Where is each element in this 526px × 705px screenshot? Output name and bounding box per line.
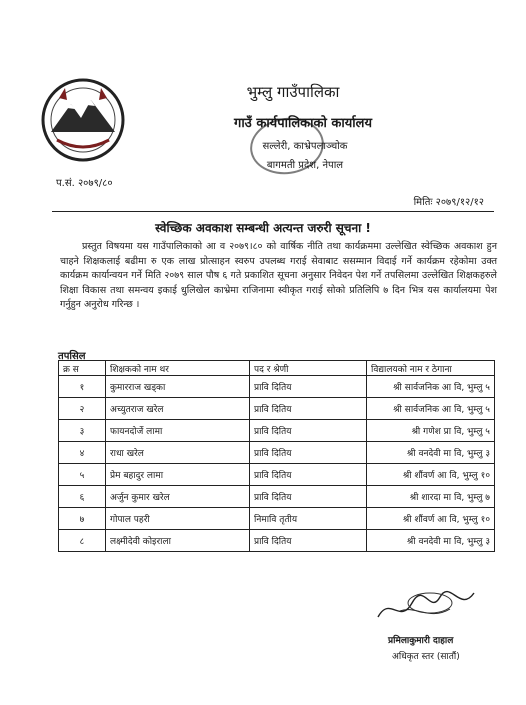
signatory-post: अधिकृत स्तर (सातौं) [392,652,460,662]
cell-school: श्री वनदेवी मा वि, भुम्लु ३ [367,442,495,464]
cell-teacher-name: प्रेम बहादुर लामा [106,464,250,486]
cell-serial: ४ [59,442,106,464]
cell-post: प्रावि दितिय [250,376,367,398]
cell-serial: ३ [59,420,106,442]
notice-paragraph: प्रस्तुत विषयमा यस गाउँपालिकाको आ व २०७९।८० को वार्षिक नीति तथा कार्यक्रममा उल्लेखित स्वेच्छिक अवकाश हुन चाहने शिक्षकलाई बढीमा रु एक लाख प्रोत्साहन स्वरुप उपलब्ध गराई सेवाबाट ससम्मान विदाई गर्ने कार्यक्रम रहेकोमा उक्त कार्यक्रम कार्यान्वयन गर्ने मिति २०७९ साल पौष ६ गते प्रकाशित सूचना अनुसार निवेदन पेश गर्ने तपसिलमा उल्लेखित शिक्षकहरुले शिक्षा विकास तथा समन्वय इकाई धुलिखेल काभ्रेमा राजिनामा स्वीकृत गराई सोको प्रतिलिपि ७ दिन भित्र यस कार्यालयमा पेश गर्नुहुन अनुरोध गरिन्छ । [60,241,497,310]
signatory-name: प्रमिलाकुमारी दाहाल [388,636,454,646]
cell-post: प्रावि दितिय [250,420,367,442]
cell-post: प्रावि दितिय [250,442,367,464]
table-header-row [59,361,495,376]
header-teacher-name: शिक्षकको नाम थर [106,361,250,376]
annex-label: तपसिल [58,351,86,362]
cell-teacher-name: फायनदोर्जे लामा [106,420,250,442]
cell-school: श्री शौंवर्ण आ वि, भुम्लु १० [367,508,495,530]
cell-serial: १ [59,376,106,398]
table-row [59,464,495,486]
header-serial: क्र स [59,361,106,376]
table-row [59,442,495,464]
cell-serial: ७ [59,508,106,530]
table-row [59,420,495,442]
table-row [59,486,495,508]
cell-post: प्रावि दितिय [250,530,367,552]
cell-teacher-name: अच्युतराज खरेल [106,398,250,420]
header-post: पद र श्रेणी [250,361,367,376]
cell-teacher-name: अर्जुन कुमार खरेल [106,486,250,508]
cell-serial: ५ [59,464,106,486]
cell-post: प्रावि दितिय [250,398,367,420]
cell-school: श्री सार्वजनिक आ वि, भुम्लु ५ [367,376,495,398]
table-row [59,530,495,552]
notice-body [60,240,497,313]
office-name: गाउँ कार्यपालिकाको कार्यालय [234,116,372,131]
cell-school: श्री सार्वजनिक आ वि, भुम्लु ५ [367,398,495,420]
cell-post: निमावि तृतीय [250,508,367,530]
header-school: विद्यालयको नाम र ठेगाना [367,361,495,376]
cell-post: प्रावि दितिय [250,464,367,486]
cell-serial: ८ [59,530,106,552]
cell-serial: २ [59,398,106,420]
address-line-1: सल्लेरी, काभ्रेपलाञ्चोक [262,141,348,152]
cell-serial: ६ [59,486,106,508]
cell-post: प्रावि दितिय [250,486,367,508]
cell-school: श्री शारदा मा वि, भुम्लु ७ [367,486,495,508]
notice-subject: स्वेच्छिक अवकाश सम्बन्धी अत्यन्त जरुरी सूचना ! [155,221,371,235]
cell-school: श्री गणेश प्रा वि, भुम्लु ५ [367,420,495,442]
cell-school: श्री वनदेवी मा वि, भुम्लु ३ [367,530,495,552]
table-row [59,398,495,420]
reference-number: प.सं. २०७९/८० [56,178,113,189]
cell-school: श्री शौंवर्ण आ वि, भुम्लु १० [367,464,495,486]
table-row [59,508,495,530]
cell-teacher-name: कुमारराज खड्का [106,376,250,398]
signature-scribble-icon [370,585,480,630]
letter-date: मितिः २०७९/१२/१२ [413,197,484,208]
address-line-2: बागमती प्रदेश, नेपाल [266,160,344,171]
teacher-table [58,360,495,552]
header-divider [52,211,494,212]
cell-teacher-name: गोपाल पहरी [106,508,250,530]
cell-teacher-name: लक्ष्मीदेवी कोइराला [106,530,250,552]
cell-teacher-name: राधा खरेल [106,442,250,464]
org-name: भुम्लु गाउँपालिका [246,83,340,101]
table-row [59,376,495,398]
